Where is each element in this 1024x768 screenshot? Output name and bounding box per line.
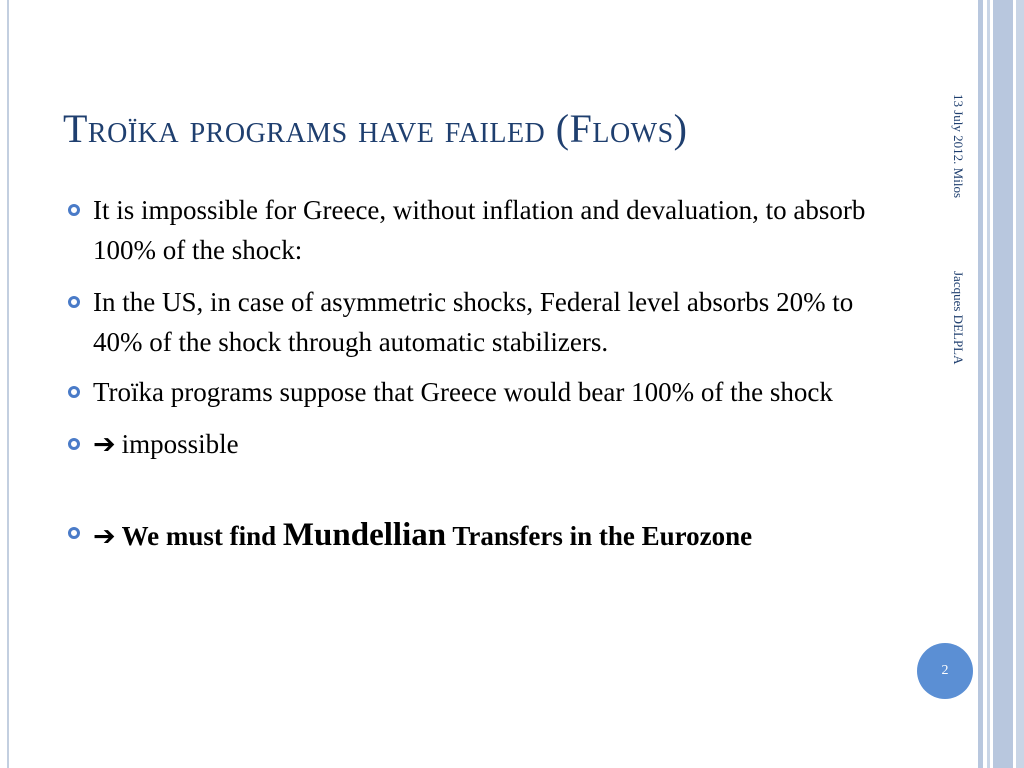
vertical-date-label: 13 July 2012. Milos	[951, 94, 966, 199]
bullet-circle-icon	[68, 527, 80, 539]
bullet-text: impossible	[121, 429, 239, 459]
slide-title: Troïka programs have failed (Flows)	[63, 106, 688, 151]
right-stripe	[987, 0, 990, 768]
bullet-circle-icon	[68, 386, 80, 398]
page-number-badge	[917, 643, 973, 699]
right-stripe	[993, 0, 1013, 768]
bullet-item	[62, 190, 882, 270]
arrow-right-icon: ➔	[93, 429, 116, 460]
conclusion-text-part1: We must find	[121, 521, 277, 551]
bullet-item	[62, 424, 882, 465]
page-number: 2	[941, 663, 949, 678]
left-frame-line	[7, 0, 9, 768]
bullet-circle-icon	[68, 438, 80, 450]
bullet-text: Troïka programs suppose that Greece would bear 100% of the shock	[93, 377, 833, 407]
right-stripe	[1016, 0, 1024, 768]
bullet-list	[62, 190, 882, 559]
conclusion-text-part2: Transfers in the Eurozone	[452, 521, 753, 551]
bullet-circle-icon	[68, 296, 80, 308]
vertical-author-label: Jacques DELPLA	[951, 271, 966, 365]
right-stripe	[978, 0, 983, 768]
arrow-right-icon: ➔	[93, 521, 116, 552]
bullet-text: It is impossible for Greece, without inflation and devaluation, to absorb 100% of the shock:	[93, 195, 866, 265]
bullet-item	[62, 282, 882, 362]
conclusion-bullet	[62, 513, 882, 559]
bullet-text: In the US, in case of asymmetric shocks, Federal level absorbs 20% to 40% of the shock through automatic stabilizers.	[93, 287, 854, 357]
conclusion-emphasis: Mundellian	[282, 517, 447, 553]
bullet-circle-icon	[68, 204, 80, 216]
bullet-item	[62, 372, 882, 412]
